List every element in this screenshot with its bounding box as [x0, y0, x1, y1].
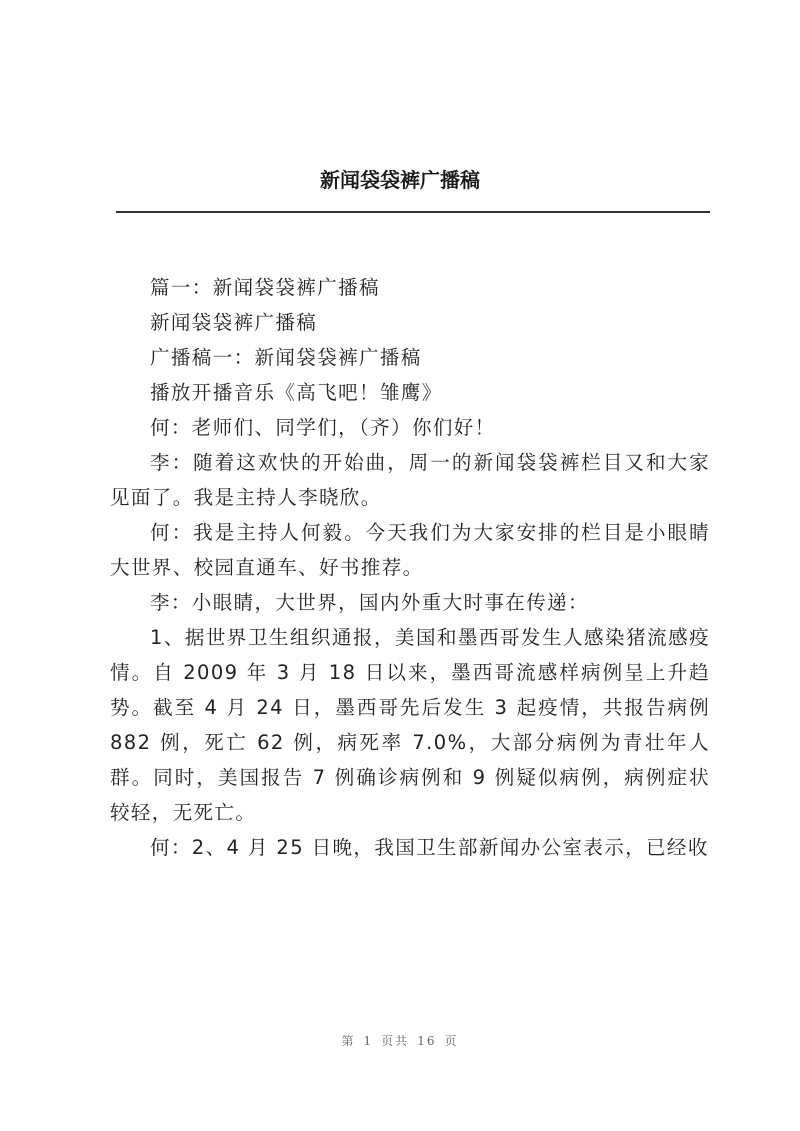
paragraph: 李：随着这欢快的开始曲，周一的新闻袋袋裤栏目又和大家见面了。我是主持人李晓欣。: [110, 451, 710, 509]
footer-page-label: 第: [341, 1034, 356, 1048]
title-divider: [116, 211, 710, 213]
document-body: [110, 270, 710, 865]
paragraph: 李：小眼睛，大世界，国内外重大时事在传递：: [150, 591, 589, 614]
footer-page-number: 1: [363, 1034, 374, 1048]
paragraph: 1、据世界卫生组织通报，美国和墨西哥发生人感染猪流感疫情。自 2009 年 3 月 18 日以来，墨西哥流感样病例呈上升趋势。截至 4 月 24 日，墨西哥先后发生 3 起疫情，共报告病例 882 例，死亡 62 例，病死率 7.0%，大部分病例为青壮年人群。同时，美国报告 7 例确诊病例和 9 例疑似病例，病例症状较轻，无死亡。: [110, 626, 710, 824]
footer-page-end: 页: [444, 1034, 459, 1048]
paragraph: 篇一：新闻袋袋裤广播稿: [150, 276, 380, 299]
paragraph: 何：老师们、同学们，（齐）你们好！: [150, 416, 496, 439]
paragraph: 新闻袋袋裤广播稿: [150, 311, 318, 334]
footer-total-pages: 16: [417, 1034, 437, 1048]
paragraph: 广播稿一：新闻袋袋裤广播稿: [150, 346, 422, 369]
paragraph: 播放开播音乐《高飞吧！雏鹰》: [150, 381, 443, 404]
paragraph: 何：2、4 月 25 日晚，我国卫生部新闻办公室表示，已经收: [150, 836, 709, 859]
paragraph: 何：我是主持人何毅。今天我们为大家安排的栏目是小眼睛大世界、校园直通车、好书推荐。: [110, 521, 710, 579]
page-footer: [0, 1032, 800, 1050]
footer-page-mid: 页共: [381, 1034, 410, 1048]
document-title: 新闻袋袋裤广播稿: [320, 168, 480, 192]
